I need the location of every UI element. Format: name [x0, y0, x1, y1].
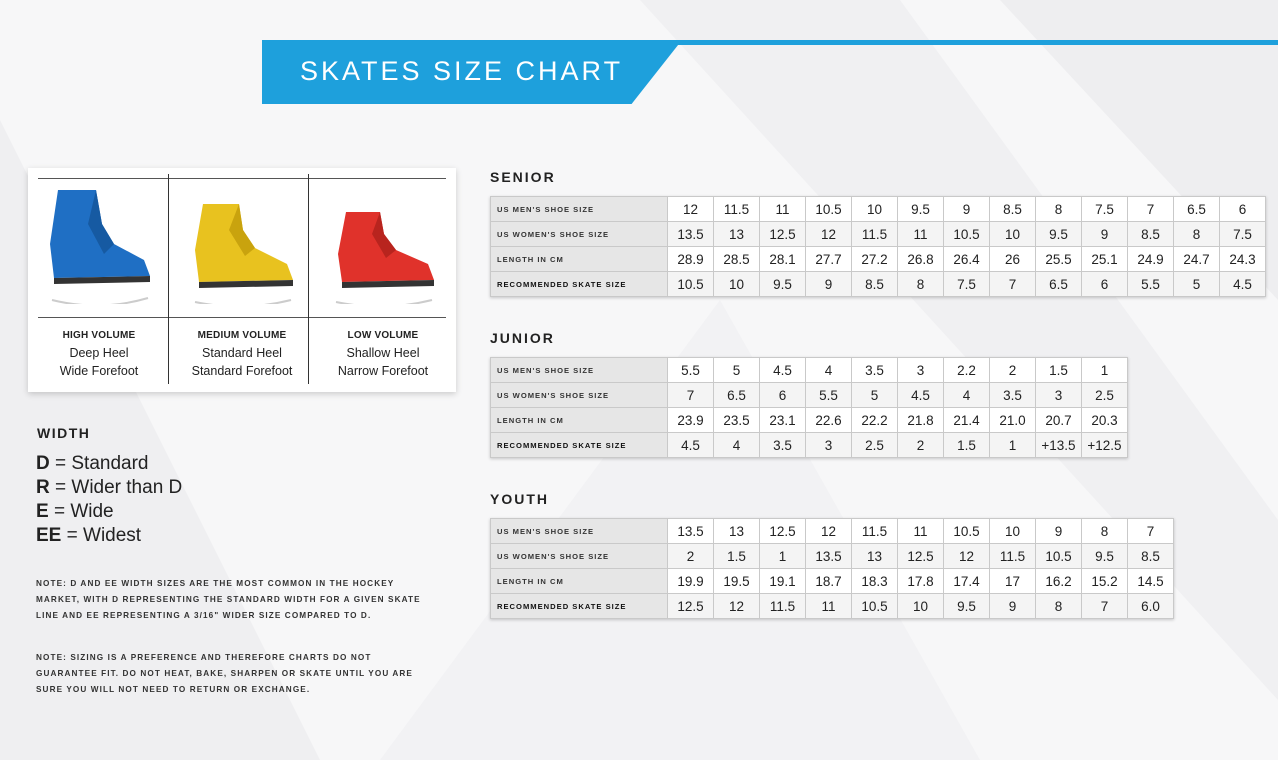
- table-cell: 11: [898, 222, 944, 247]
- table-cell: 14.5: [1128, 569, 1174, 594]
- table-cell: 17.4: [944, 569, 990, 594]
- blue-skate-icon: [44, 184, 154, 304]
- table-cell: 5: [1174, 272, 1220, 297]
- volume-forefoot: Wide Forefoot: [59, 364, 139, 378]
- table-cell: 3: [806, 433, 852, 458]
- table-cell: 9.5: [1036, 222, 1082, 247]
- table-cell: 21.8: [898, 408, 944, 433]
- table-row: [491, 433, 1128, 458]
- table-row: [491, 519, 1174, 544]
- table-cell: 15.2: [1082, 569, 1128, 594]
- table-cell: 5: [714, 358, 760, 383]
- volume-high: [28, 168, 170, 392]
- table-cell: 2.5: [852, 433, 898, 458]
- table-cell: 8: [898, 272, 944, 297]
- table-cell: 27.7: [806, 247, 852, 272]
- table-cell: 9: [806, 272, 852, 297]
- table-cell: 9.5: [944, 594, 990, 619]
- senior-size-table: [490, 196, 1266, 297]
- table-cell: 7.5: [944, 272, 990, 297]
- yellow-skate-icon: [187, 184, 297, 304]
- width-item: E = Wide: [36, 501, 114, 522]
- page-title: SKATES SIZE CHART: [300, 56, 624, 86]
- table-cell: 23.9: [668, 408, 714, 433]
- table-cell: 6.5: [714, 383, 760, 408]
- section-title-junior: JUNIOR: [490, 330, 555, 346]
- table-cell: 8.5: [990, 197, 1036, 222]
- table-row: [491, 197, 1266, 222]
- table-cell: 12.5: [760, 222, 806, 247]
- table-row: [491, 544, 1174, 569]
- volume-low: [312, 168, 454, 392]
- table-cell: 3: [898, 358, 944, 383]
- width-item: D = Standard: [36, 453, 149, 474]
- table-cell: 5.5: [668, 358, 714, 383]
- table-cell: 10.5: [1036, 544, 1082, 569]
- table-cell: 13: [714, 222, 760, 247]
- table-cell: 20.7: [1036, 408, 1082, 433]
- table-cell: 6.5: [1036, 272, 1082, 297]
- table-cell: 7: [1128, 197, 1174, 222]
- width-item: EE = Widest: [36, 525, 142, 546]
- table-cell: 1.5: [1036, 358, 1082, 383]
- table-cell: 2: [898, 433, 944, 458]
- sizing-note: NOTE: SIZING IS A PREFERENCE AND THEREFORE CHARTS DO NOT GUARANTEE FIT. DO NOT HEAT, BAKE, SHARPEN OR SKATE UNTIL YOU ARE SURE YOU WILL NOT NEED TO RETURN OR EXCHANGE.: [36, 653, 413, 694]
- row-label: RECOMMENDED SKATE SIZE: [491, 272, 668, 297]
- table-cell: 4.5: [760, 358, 806, 383]
- table-cell: 24.3: [1220, 247, 1266, 272]
- volume-heel: Deep Heel: [69, 346, 129, 360]
- row-label: US WOMEN'S SHOE SIZE: [491, 383, 668, 408]
- table-cell: 12: [944, 544, 990, 569]
- table-cell: 26.8: [898, 247, 944, 272]
- table-cell: +13.5: [1036, 433, 1082, 458]
- table-cell: 8.5: [1128, 222, 1174, 247]
- table-cell: 8.5: [1128, 544, 1174, 569]
- table-row: [491, 272, 1266, 297]
- volume-forefoot: Narrow Forefoot: [337, 364, 429, 378]
- table-cell: 12: [714, 594, 760, 619]
- table-cell: 11: [760, 197, 806, 222]
- volume-panel: [28, 168, 456, 392]
- table-cell: 10: [990, 222, 1036, 247]
- table-cell: 11.5: [714, 197, 760, 222]
- table-cell: 4: [714, 433, 760, 458]
- table-cell: 12: [668, 197, 714, 222]
- volume-name: HIGH VOLUME: [62, 330, 136, 341]
- row-label: LENGTH IN CM: [491, 408, 668, 433]
- volume-heel: Shallow Heel: [346, 346, 420, 360]
- table-cell: 9.5: [760, 272, 806, 297]
- table-cell: 5: [852, 383, 898, 408]
- table-cell: +12.5: [1082, 433, 1128, 458]
- row-label: US WOMEN'S SHOE SIZE: [491, 222, 668, 247]
- table-cell: 13: [714, 519, 760, 544]
- table-cell: 4.5: [1220, 272, 1266, 297]
- table-cell: 26.4: [944, 247, 990, 272]
- table-cell: 5.5: [1128, 272, 1174, 297]
- table-cell: 3.5: [990, 383, 1036, 408]
- table-cell: 12.5: [898, 544, 944, 569]
- table-cell: 8.5: [852, 272, 898, 297]
- table-cell: 21.4: [944, 408, 990, 433]
- red-skate-icon: [328, 184, 438, 304]
- table-row: [491, 247, 1266, 272]
- table-cell: 25.5: [1036, 247, 1082, 272]
- table-cell: 11.5: [852, 222, 898, 247]
- table-cell: 2.5: [1082, 383, 1128, 408]
- table-cell: 9.5: [898, 197, 944, 222]
- table-cell: 23.5: [714, 408, 760, 433]
- table-cell: 4: [806, 358, 852, 383]
- table-cell: 1: [1082, 358, 1128, 383]
- table-cell: 23.1: [760, 408, 806, 433]
- table-cell: 26: [990, 247, 1036, 272]
- table-cell: 24.9: [1128, 247, 1174, 272]
- table-cell: 4.5: [668, 433, 714, 458]
- table-cell: 18.3: [852, 569, 898, 594]
- volume-medium: [171, 168, 313, 392]
- table-cell: 1: [760, 544, 806, 569]
- table-cell: 7: [1082, 594, 1128, 619]
- table-cell: 9: [990, 594, 1036, 619]
- table-cell: 16.2: [1036, 569, 1082, 594]
- youth-size-table: [490, 518, 1174, 619]
- table-cell: 10.5: [944, 519, 990, 544]
- table-cell: 10.5: [852, 594, 898, 619]
- table-cell: 7: [668, 383, 714, 408]
- width-note: NOTE: D AND EE WIDTH SIZES ARE THE MOST COMMON IN THE HOCKEY MARKET, WITH D REPRESENTING THE STANDARD WIDTH FOR A GIVEN SKATE LINE AND EE REPRESENTING A 3/16" WIDER SIZE COMPARED TO D.: [36, 579, 421, 620]
- table-cell: 13.5: [668, 519, 714, 544]
- table-cell: 9: [1082, 222, 1128, 247]
- row-label: RECOMMENDED SKATE SIZE: [491, 594, 668, 619]
- table-cell: 9: [1036, 519, 1082, 544]
- table-cell: 11: [898, 519, 944, 544]
- table-cell: 8: [1036, 594, 1082, 619]
- table-cell: 12: [806, 222, 852, 247]
- row-label: LENGTH IN CM: [491, 247, 668, 272]
- table-cell: 9: [944, 197, 990, 222]
- table-cell: 1.5: [714, 544, 760, 569]
- row-label: US MEN'S SHOE SIZE: [491, 197, 668, 222]
- table-row: [491, 222, 1266, 247]
- table-cell: 6: [1082, 272, 1128, 297]
- table-cell: 22.2: [852, 408, 898, 433]
- table-cell: 20.3: [1082, 408, 1128, 433]
- table-cell: 22.6: [806, 408, 852, 433]
- table-cell: 6: [1220, 197, 1266, 222]
- table-cell: 21.0: [990, 408, 1036, 433]
- table-cell: 17: [990, 569, 1036, 594]
- table-cell: 3.5: [852, 358, 898, 383]
- table-cell: 8: [1082, 519, 1128, 544]
- table-row: [491, 383, 1128, 408]
- table-cell: 10: [852, 197, 898, 222]
- junior-size-table: [490, 357, 1128, 458]
- table-row: [491, 569, 1174, 594]
- table-cell: 11.5: [760, 594, 806, 619]
- table-cell: 2: [990, 358, 1036, 383]
- width-title: WIDTH: [37, 425, 91, 441]
- table-cell: 24.7: [1174, 247, 1220, 272]
- table-cell: 7: [1128, 519, 1174, 544]
- table-cell: 10.5: [944, 222, 990, 247]
- table-cell: 9.5: [1082, 544, 1128, 569]
- table-cell: 6.5: [1174, 197, 1220, 222]
- table-cell: 13.5: [668, 222, 714, 247]
- table-cell: 10: [990, 519, 1036, 544]
- table-cell: 28.1: [760, 247, 806, 272]
- table-cell: 28.9: [668, 247, 714, 272]
- table-cell: 5.5: [806, 383, 852, 408]
- row-label: RECOMMENDED SKATE SIZE: [491, 433, 668, 458]
- volume-forefoot: Standard Forefoot: [191, 364, 293, 378]
- table-cell: 28.5: [714, 247, 760, 272]
- table-cell: 10: [898, 594, 944, 619]
- volume-name: LOW VOLUME: [347, 330, 419, 341]
- table-cell: 19.9: [668, 569, 714, 594]
- table-cell: 4.5: [898, 383, 944, 408]
- volume-name: MEDIUM VOLUME: [197, 330, 287, 341]
- table-cell: 12.5: [668, 594, 714, 619]
- row-label: US MEN'S SHOE SIZE: [491, 519, 668, 544]
- table-cell: 3.5: [760, 433, 806, 458]
- table-cell: 19.1: [760, 569, 806, 594]
- table-cell: 6: [760, 383, 806, 408]
- table-cell: 13.5: [806, 544, 852, 569]
- table-cell: 11.5: [852, 519, 898, 544]
- section-title-youth: YOUTH: [490, 491, 549, 507]
- table-cell: 17.8: [898, 569, 944, 594]
- table-cell: 3: [1036, 383, 1082, 408]
- table-cell: 8: [1036, 197, 1082, 222]
- width-item: R = Wider than D: [36, 477, 183, 498]
- table-row: [491, 358, 1128, 383]
- table-cell: 1.5: [944, 433, 990, 458]
- table-cell: 4: [944, 383, 990, 408]
- table-cell: 12.5: [760, 519, 806, 544]
- row-label: LENGTH IN CM: [491, 569, 668, 594]
- table-cell: 12: [806, 519, 852, 544]
- table-cell: 2: [668, 544, 714, 569]
- table-cell: 18.7: [806, 569, 852, 594]
- table-cell: 7.5: [1082, 197, 1128, 222]
- table-cell: 11.5: [990, 544, 1036, 569]
- row-label: US WOMEN'S SHOE SIZE: [491, 544, 668, 569]
- table-cell: 6.0: [1128, 594, 1174, 619]
- table-cell: 7.5: [1220, 222, 1266, 247]
- table-cell: 10.5: [806, 197, 852, 222]
- table-cell: 8: [1174, 222, 1220, 247]
- table-row: [491, 594, 1174, 619]
- table-cell: 1: [990, 433, 1036, 458]
- table-cell: 19.5: [714, 569, 760, 594]
- table-cell: 10: [714, 272, 760, 297]
- row-label: US MEN'S SHOE SIZE: [491, 358, 668, 383]
- section-title-senior: SENIOR: [490, 169, 556, 185]
- table-row: [491, 408, 1128, 433]
- table-cell: 7: [990, 272, 1036, 297]
- volume-heel: Standard Heel: [202, 346, 282, 360]
- table-cell: 27.2: [852, 247, 898, 272]
- table-cell: 2.2: [944, 358, 990, 383]
- table-cell: 13: [852, 544, 898, 569]
- table-cell: 25.1: [1082, 247, 1128, 272]
- table-cell: 11: [806, 594, 852, 619]
- table-cell: 10.5: [668, 272, 714, 297]
